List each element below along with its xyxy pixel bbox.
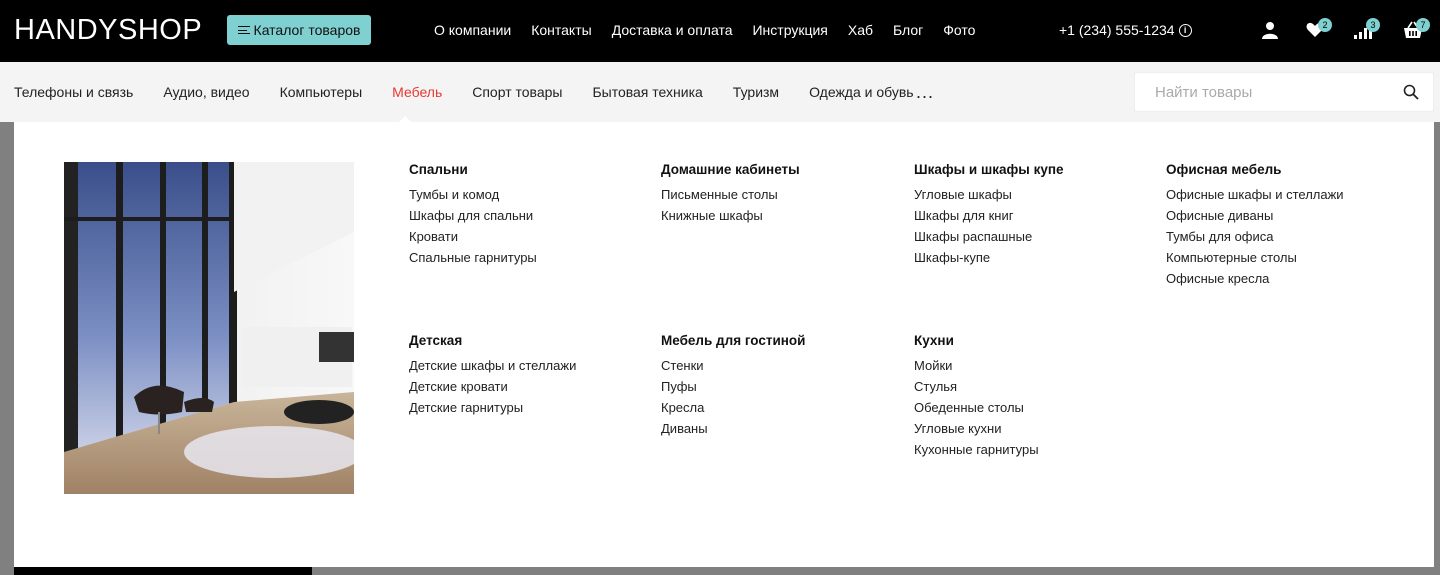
search-icon[interactable] xyxy=(1403,84,1419,105)
menu-link[interactable]: Офисные кресла xyxy=(1166,271,1270,286)
cart-badge: 7 xyxy=(1416,18,1430,32)
menu-group-title[interactable]: Мебель для гостиной xyxy=(661,333,806,348)
menu-link[interactable]: Обеденные столы xyxy=(914,400,1024,415)
menu-link[interactable]: Шкафы-купе xyxy=(914,250,991,265)
menu-link[interactable]: Стенки xyxy=(661,358,704,373)
cart-icon[interactable] xyxy=(1403,20,1425,42)
nav-instruction[interactable]: Инструкция xyxy=(752,22,828,38)
category-furniture[interactable]: Мебель xyxy=(392,84,443,100)
category-clothes[interactable]: Одежда и обувь xyxy=(809,84,914,100)
category-phones[interactable]: Телефоны и связь xyxy=(14,84,134,100)
category-list xyxy=(14,84,944,100)
top-nav xyxy=(434,22,975,38)
menu-group-title[interactable]: Шкафы и шкафы купе xyxy=(914,162,1064,177)
search-box xyxy=(1134,72,1434,112)
page-overlay-edge xyxy=(14,567,312,575)
compare-icon[interactable] xyxy=(1353,20,1375,42)
info-icon[interactable]: i xyxy=(1179,24,1192,37)
menu-group-wardrobes xyxy=(914,162,1064,268)
menu-link[interactable]: Кровати xyxy=(409,229,458,244)
menu-link[interactable]: Пуфы xyxy=(661,379,697,394)
nav-hub[interactable]: Хаб xyxy=(847,22,874,38)
menu-group-title[interactable]: Детская xyxy=(409,333,463,348)
compare-badge: 3 xyxy=(1366,18,1380,32)
menu-group-title[interactable]: Спальни xyxy=(409,162,468,177)
menu-link[interactable]: Офисные диваны xyxy=(1166,208,1274,223)
menu-group-title[interactable]: Офисная мебель xyxy=(1166,162,1282,177)
menu-link[interactable]: Тумбы для офиса xyxy=(1166,229,1274,244)
category-image xyxy=(64,162,354,494)
phone[interactable] xyxy=(1059,22,1192,38)
wishlist-icon[interactable] xyxy=(1305,20,1327,42)
menu-link[interactable]: Книжные шкафы xyxy=(661,208,763,223)
menu-link[interactable]: Компьютерные столы xyxy=(1166,250,1297,265)
menu-group-title[interactable]: Домашние кабинеты xyxy=(661,162,800,177)
menu-link[interactable]: Стулья xyxy=(914,379,958,394)
nav-blog[interactable]: Блог xyxy=(893,22,924,38)
menu-group-living-room xyxy=(661,333,805,439)
menu-link[interactable]: Шкафы для спальни xyxy=(409,208,534,223)
category-tourism[interactable]: Туризм xyxy=(732,84,780,100)
nav-delivery[interactable]: Доставка и оплата xyxy=(611,22,733,38)
menu-link[interactable]: Письменные столы xyxy=(661,187,778,202)
menu-group-kids xyxy=(409,333,576,418)
menu-link[interactable]: Диваны xyxy=(661,421,708,436)
category-appliances[interactable]: Бытовая техника xyxy=(592,84,703,100)
more-categories-button[interactable]: ... xyxy=(916,82,935,102)
catalog-button[interactable] xyxy=(227,15,371,45)
nav-about[interactable]: О компании xyxy=(434,22,512,38)
category-audio-video[interactable]: Аудио, видео xyxy=(163,84,250,100)
menu-link[interactable]: Детские шкафы и стеллажи xyxy=(409,358,577,373)
menu-link[interactable]: Офисные шкафы и стеллажи xyxy=(1166,187,1344,202)
menu-group-home-offices xyxy=(661,162,800,226)
menu-group-title[interactable]: Кухни xyxy=(914,333,954,348)
nav-photo[interactable]: Фото xyxy=(943,22,976,38)
menu-group-bedrooms xyxy=(409,162,537,268)
menu-link[interactable]: Детские кровати xyxy=(409,379,508,394)
menu-group-kitchens xyxy=(914,333,1039,460)
logo[interactable]: HANDYSHOP xyxy=(14,14,203,46)
wishlist-badge: 2 xyxy=(1318,18,1332,32)
category-computers[interactable]: Компьютеры xyxy=(279,84,363,100)
menu-group-office xyxy=(1166,162,1344,289)
top-bar xyxy=(0,0,1440,62)
menu-link[interactable]: Кухонные гарнитуры xyxy=(914,442,1039,457)
menu-link[interactable]: Тумбы и комод xyxy=(409,187,500,202)
menu-link[interactable]: Кресла xyxy=(661,400,705,415)
menu-link[interactable]: Угловые шкафы xyxy=(914,187,1012,202)
catalog-button-label: Каталог товаров xyxy=(253,22,361,38)
category-sport[interactable]: Спорт товары xyxy=(472,84,563,100)
menu-link[interactable]: Мойки xyxy=(914,358,953,373)
menu-link[interactable]: Детские гарнитуры xyxy=(409,400,524,415)
search-input[interactable] xyxy=(1135,73,1395,111)
user-icon[interactable] xyxy=(1260,20,1282,42)
menu-icon xyxy=(238,25,250,35)
menu-link[interactable]: Шкафы распашные xyxy=(914,229,1033,244)
menu-link[interactable]: Угловые кухни xyxy=(914,421,1002,436)
phone-number[interactable]: +1 (234) 555-1234 xyxy=(1059,22,1175,38)
menu-link[interactable]: Шкафы для книг xyxy=(914,208,1014,223)
nav-contacts[interactable]: Контакты xyxy=(531,22,592,38)
menu-link[interactable]: Спальные гарнитуры xyxy=(409,250,537,265)
